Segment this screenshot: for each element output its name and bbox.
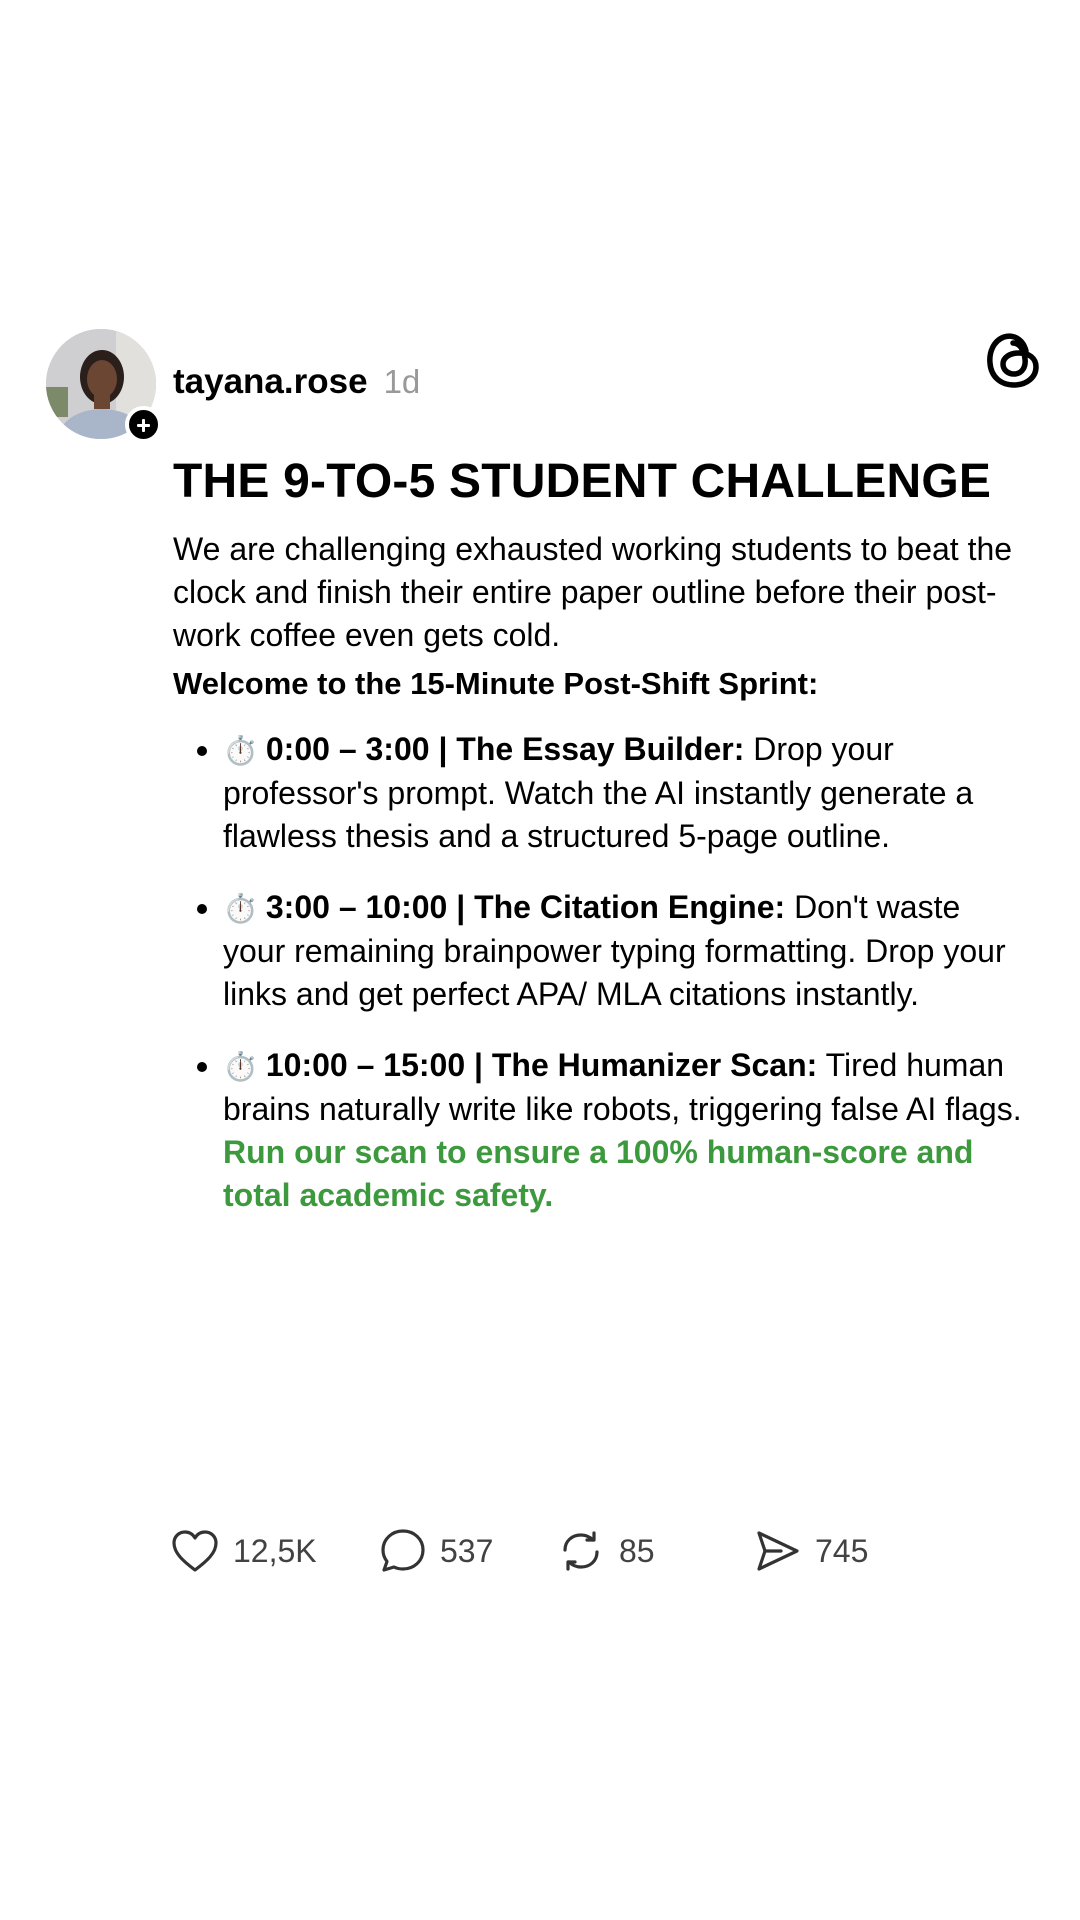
step-name: The Citation Engine: [474,889,786,925]
repost-count: 85 [619,1532,655,1569]
step-name: The Humanizer Scan: [491,1047,818,1083]
step-text: Tired human brains naturally write like robots, triggering false AI flags. [223,1047,1022,1127]
comment-button[interactable] [380,1525,493,1577]
step-text: Drop your professor's prompt. Watch the AI instantly generate a flawless thesis and a structured 5-page outline. [223,731,974,854]
step-text: Don't waste your remaining brainpower typing formatting. Drop your links and get perfect APA/ MLA citations instantly. [223,889,1006,1012]
post-time: 1d [383,363,421,400]
send-icon [755,1529,801,1573]
step-name: The Essay Builder: [456,731,745,767]
heart-icon [171,1529,219,1573]
username[interactable]: tayana.rose [173,362,368,401]
stopwatch-icon: ⏱️ [223,1050,258,1083]
step-separator: | [429,731,457,767]
share-count: 745 [815,1532,869,1569]
step-time: 10:00 – 15:00 [265,1047,466,1083]
list-item [223,886,1023,1016]
stopwatch-icon: ⏱️ [223,892,258,925]
comment-bubble-icon [380,1528,426,1574]
stopwatch-icon: ⏱️ [223,734,258,767]
post-actions [0,1525,1080,1577]
post-title: THE 9-TO-5 STUDENT CHALLENGE [173,455,992,508]
post-intro: We are challenging exhausted working students to beat the clock and finish their entire paper outline before their post-work coffee even gets cold. [173,531,1013,653]
like-button[interactable] [171,1525,317,1577]
list-item [223,728,1023,858]
step-highlight: Run our scan to ensure a 100% human-score and total academic safety. [223,1134,974,1213]
like-count: 12,5K [233,1532,317,1569]
post-header [173,362,420,406]
follow-plus-icon[interactable] [125,406,162,443]
step-separator: | [465,1047,492,1083]
threads-logo-icon[interactable] [985,329,1041,389]
step-time: 3:00 – 10:00 [265,889,448,925]
step-time: 0:00 – 3:00 [265,731,430,767]
post-content [173,452,1023,1245]
share-button[interactable] [755,1525,868,1577]
post-subheading: Welcome to the 15-Minute Post-Shift Sprint: [173,666,819,701]
repost-icon [557,1528,605,1574]
step-separator: | [447,889,475,925]
comment-count: 537 [440,1532,494,1569]
repost-button[interactable] [557,1525,655,1577]
sprint-steps-list [173,728,1023,1217]
list-item [223,1044,1023,1217]
